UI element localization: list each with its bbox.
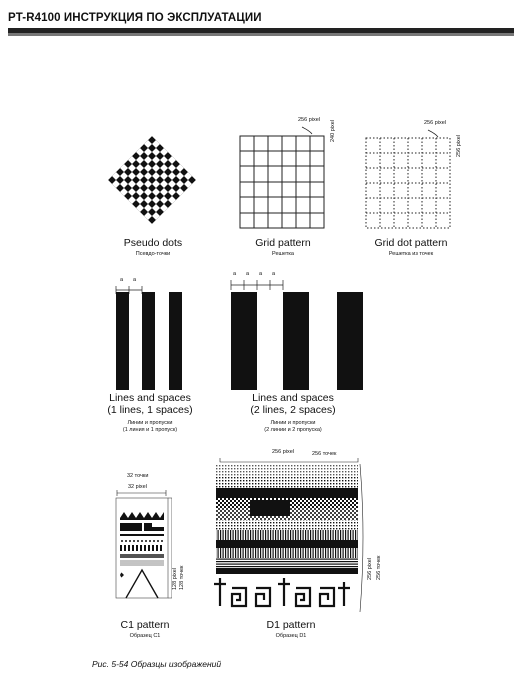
grid-dim-v: 240 pixel bbox=[330, 119, 336, 142]
grid-dim-h: 256 pixel bbox=[298, 117, 321, 123]
d1-pattern-sublabel: Образец D1 bbox=[275, 633, 307, 639]
c1-pattern-sublabel: Образец C1 bbox=[129, 633, 161, 639]
pseudo-dots-label: Pseudo dots bbox=[123, 237, 183, 249]
lines2-label-1: Lines and spaces bbox=[252, 392, 334, 404]
lines2-mark-c: a bbox=[259, 271, 263, 277]
lines1-graphic bbox=[114, 284, 186, 390]
c1-dim-v-ru: 128 точек bbox=[179, 565, 185, 590]
grid-dot-pattern-graphic bbox=[364, 128, 454, 230]
lines1-sub-2: (1 линия и 1 пропуск) bbox=[122, 427, 178, 433]
lines1-mark-a: a bbox=[120, 277, 124, 283]
c1-pattern-graphic bbox=[112, 490, 172, 610]
griddot-dim-h: 256 pixel bbox=[424, 120, 447, 126]
pseudo-dots-graphic bbox=[108, 136, 196, 224]
c1-dim-top: 32 pixel bbox=[128, 484, 147, 490]
grid-pattern-label: Grid pattern bbox=[255, 237, 311, 249]
pseudo-dots-sublabel: Псевдо-точки bbox=[135, 251, 171, 257]
grid-dot-pattern-figure bbox=[364, 128, 454, 230]
lines2-label-2: (2 lines, 2 spaces) bbox=[250, 404, 336, 416]
grid-pattern-graphic bbox=[238, 125, 328, 230]
page-header-title: PT-R4100 ИНСТРУКЦИЯ ПО ЭКСПЛУАТАЦИИ bbox=[8, 12, 262, 24]
lines2-figure bbox=[228, 278, 368, 390]
lines2-mark-d: a bbox=[272, 271, 276, 277]
griddot-dim-v: 256 pixel bbox=[456, 134, 462, 157]
grid-dot-pattern-sublabel: Решетка из точек bbox=[388, 251, 434, 257]
grid-pattern-sublabel: Решетка bbox=[272, 251, 294, 257]
lines1-sub-1: Линии и пропуски bbox=[127, 420, 173, 426]
d1-dim-v: 256 pixel bbox=[367, 557, 373, 580]
lines2-sub-2: (2 линии и 2 пропуска) bbox=[264, 427, 322, 433]
c1-dim-top-ru: 32 точки bbox=[127, 473, 149, 479]
grid-dot-pattern-label: Grid dot pattern bbox=[374, 237, 448, 249]
c1-dim-v: 128 pixel bbox=[172, 567, 178, 590]
grid-pattern-figure bbox=[238, 125, 328, 230]
lines2-mark-b: a bbox=[246, 271, 250, 277]
d1-pattern-figure bbox=[210, 456, 370, 614]
lines2-mark-a: a bbox=[233, 271, 237, 277]
header-rule bbox=[8, 28, 514, 36]
c1-pattern-label: C1 pattern bbox=[120, 619, 170, 631]
d1-dim-top-ru: 256 точек bbox=[312, 451, 337, 457]
lines2-graphic bbox=[228, 278, 368, 390]
lines1-figure bbox=[114, 284, 186, 390]
d1-dim-top: 256 pixel bbox=[272, 449, 295, 455]
d1-pattern-graphic bbox=[210, 456, 370, 614]
lines1-label-1: Lines and spaces bbox=[109, 392, 191, 404]
lines1-label-2: (1 lines, 1 spaces) bbox=[107, 404, 193, 416]
d1-dim-v-ru: 256 точек bbox=[376, 555, 382, 580]
figure-caption: Рис. 5-54 Образцы изображений bbox=[92, 659, 222, 669]
pseudo-dots-figure bbox=[108, 136, 196, 224]
lines1-mark-b: a bbox=[133, 277, 137, 283]
lines2-sub-1: Линии и пропуски bbox=[270, 420, 316, 426]
d1-pattern-label: D1 pattern bbox=[266, 619, 316, 631]
c1-pattern-figure bbox=[112, 490, 172, 610]
